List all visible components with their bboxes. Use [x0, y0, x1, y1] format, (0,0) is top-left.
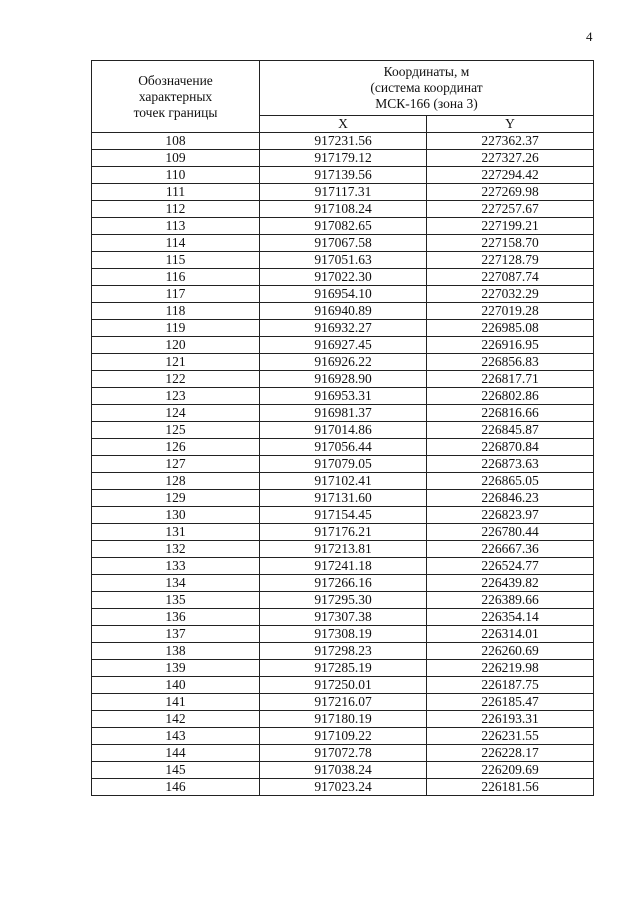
point-cell: 132	[92, 541, 260, 558]
x-coordinate-cell: 917298.23	[260, 643, 427, 660]
y-coordinate-cell: 227269.98	[427, 184, 594, 201]
table-row	[92, 507, 594, 524]
point-cell: 128	[92, 473, 260, 490]
table-row	[92, 694, 594, 711]
table-row	[92, 745, 594, 762]
y-coordinate-cell: 226856.83	[427, 354, 594, 371]
y-coordinate-cell: 226228.17	[427, 745, 594, 762]
table-row	[92, 558, 594, 575]
point-cell: 113	[92, 218, 260, 235]
x-coordinate-cell: 917250.01	[260, 677, 427, 694]
table-row	[92, 133, 594, 150]
table-row	[92, 320, 594, 337]
point-cell: 115	[92, 252, 260, 269]
y-coordinate-cell: 226389.66	[427, 592, 594, 609]
point-cell: 129	[92, 490, 260, 507]
x-coordinate-cell: 917023.24	[260, 779, 427, 796]
point-cell: 136	[92, 609, 260, 626]
table-row	[92, 575, 594, 592]
y-coordinate-cell: 226823.97	[427, 507, 594, 524]
point-cell: 120	[92, 337, 260, 354]
table-row	[92, 762, 594, 779]
y-coordinate-cell: 226816.66	[427, 405, 594, 422]
point-cell: 145	[92, 762, 260, 779]
point-cell: 123	[92, 388, 260, 405]
y-column-header: Y	[427, 116, 594, 133]
point-cell: 130	[92, 507, 260, 524]
point-cell: 114	[92, 235, 260, 252]
y-coordinate-cell: 226260.69	[427, 643, 594, 660]
point-cell: 141	[92, 694, 260, 711]
point-cell: 109	[92, 150, 260, 167]
point-cell: 127	[92, 456, 260, 473]
table-row	[92, 711, 594, 728]
y-coordinate-cell: 227087.74	[427, 269, 594, 286]
x-coordinate-cell: 917285.19	[260, 660, 427, 677]
point-cell: 118	[92, 303, 260, 320]
point-cell: 111	[92, 184, 260, 201]
table-row	[92, 643, 594, 660]
point-header-line: характерных	[138, 88, 213, 104]
x-coordinate-cell: 917079.05	[260, 456, 427, 473]
table-row	[92, 439, 594, 456]
x-coordinate-cell: 916981.37	[260, 405, 427, 422]
point-cell: 143	[92, 728, 260, 745]
y-coordinate-cell: 226865.05	[427, 473, 594, 490]
table-row	[92, 150, 594, 167]
point-cell: 119	[92, 320, 260, 337]
table-row	[92, 456, 594, 473]
x-coordinate-cell: 917308.19	[260, 626, 427, 643]
y-coordinate-cell: 226780.44	[427, 524, 594, 541]
table-row	[92, 677, 594, 694]
point-cell: 142	[92, 711, 260, 728]
x-coordinate-cell: 917307.38	[260, 609, 427, 626]
point-cell: 108	[92, 133, 260, 150]
x-coordinate-cell: 917056.44	[260, 439, 427, 456]
table-row	[92, 405, 594, 422]
x-coordinate-cell: 917179.12	[260, 150, 427, 167]
table-row	[92, 473, 594, 490]
table-row	[92, 337, 594, 354]
table-row	[92, 422, 594, 439]
table-row	[92, 235, 594, 252]
x-coordinate-cell: 917022.30	[260, 269, 427, 286]
y-coordinate-cell: 226916.95	[427, 337, 594, 354]
table-row	[92, 286, 594, 303]
x-coordinate-cell: 916954.10	[260, 286, 427, 303]
x-coordinate-cell: 917180.19	[260, 711, 427, 728]
y-coordinate-cell: 226187.75	[427, 677, 594, 694]
coords-header-line: МСК-166 (зона 3)	[375, 96, 478, 111]
x-coordinate-cell: 917067.58	[260, 235, 427, 252]
x-coordinate-cell: 917038.24	[260, 762, 427, 779]
x-coordinate-cell: 917102.41	[260, 473, 427, 490]
table-row	[92, 779, 594, 796]
table-row	[92, 609, 594, 626]
table-row	[92, 371, 594, 388]
coordinates-column-header	[260, 61, 594, 116]
x-coordinate-cell: 916932.27	[260, 320, 427, 337]
x-column-header: X	[260, 116, 427, 133]
y-coordinate-cell: 226870.84	[427, 439, 594, 456]
point-header-line: Обозначение	[138, 72, 213, 88]
x-coordinate-cell: 917072.78	[260, 745, 427, 762]
table-row	[92, 269, 594, 286]
y-coordinate-cell: 227327.26	[427, 150, 594, 167]
table-row	[92, 252, 594, 269]
y-coordinate-cell: 226985.08	[427, 320, 594, 337]
x-coordinate-cell: 917213.81	[260, 541, 427, 558]
x-coordinate-cell: 917231.56	[260, 133, 427, 150]
x-coordinate-cell: 917131.60	[260, 490, 427, 507]
x-coordinate-cell: 917117.31	[260, 184, 427, 201]
x-coordinate-cell: 917241.18	[260, 558, 427, 575]
table-row	[92, 728, 594, 745]
point-cell: 121	[92, 354, 260, 371]
table-row	[92, 303, 594, 320]
table-row	[92, 592, 594, 609]
x-coordinate-cell: 916926.22	[260, 354, 427, 371]
point-cell: 139	[92, 660, 260, 677]
coords-header-line: (система координат	[370, 80, 483, 95]
y-coordinate-cell: 226667.36	[427, 541, 594, 558]
point-cell: 138	[92, 643, 260, 660]
y-coordinate-cell: 227128.79	[427, 252, 594, 269]
x-coordinate-cell: 917109.22	[260, 728, 427, 745]
table-body	[92, 133, 594, 796]
x-coordinate-cell: 917216.07	[260, 694, 427, 711]
point-cell: 116	[92, 269, 260, 286]
table-row	[92, 626, 594, 643]
point-cell: 137	[92, 626, 260, 643]
point-cell: 112	[92, 201, 260, 218]
y-coordinate-cell: 226209.69	[427, 762, 594, 779]
y-coordinate-cell: 226219.98	[427, 660, 594, 677]
point-cell: 135	[92, 592, 260, 609]
x-coordinate-cell: 917154.45	[260, 507, 427, 524]
point-cell: 122	[92, 371, 260, 388]
point-cell: 140	[92, 677, 260, 694]
y-coordinate-cell: 226181.56	[427, 779, 594, 796]
point-cell: 134	[92, 575, 260, 592]
y-coordinate-cell: 226873.63	[427, 456, 594, 473]
y-coordinate-cell: 226845.87	[427, 422, 594, 439]
point-cell: 146	[92, 779, 260, 796]
y-coordinate-cell: 226185.47	[427, 694, 594, 711]
table-row	[92, 218, 594, 235]
y-coordinate-cell: 227019.28	[427, 303, 594, 320]
table-row	[92, 541, 594, 558]
y-coordinate-cell: 227199.21	[427, 218, 594, 235]
page-number: 4	[586, 29, 593, 44]
y-coordinate-cell: 227362.37	[427, 133, 594, 150]
y-coordinate-cell: 226231.55	[427, 728, 594, 745]
table-row	[92, 524, 594, 541]
x-coordinate-cell: 917082.65	[260, 218, 427, 235]
table-row	[92, 184, 594, 201]
coords-header-line: Координаты, м	[383, 64, 470, 79]
x-coordinate-cell: 916940.89	[260, 303, 427, 320]
point-cell: 124	[92, 405, 260, 422]
point-header-line: точек границы	[133, 104, 218, 120]
point-cell: 110	[92, 167, 260, 184]
point-cell: 144	[92, 745, 260, 762]
y-coordinate-cell: 227158.70	[427, 235, 594, 252]
x-coordinate-cell: 917295.30	[260, 592, 427, 609]
y-coordinate-cell: 226193.31	[427, 711, 594, 728]
x-coordinate-cell: 917266.16	[260, 575, 427, 592]
y-coordinate-cell: 226314.01	[427, 626, 594, 643]
coordinates-table	[91, 60, 594, 796]
table-row	[92, 660, 594, 677]
table-row	[92, 167, 594, 184]
y-coordinate-cell: 226846.23	[427, 490, 594, 507]
table-row	[92, 201, 594, 218]
x-coordinate-cell: 916928.90	[260, 371, 427, 388]
y-coordinate-cell: 226817.71	[427, 371, 594, 388]
table-row	[92, 388, 594, 405]
y-coordinate-cell: 226354.14	[427, 609, 594, 626]
y-coordinate-cell: 227032.29	[427, 286, 594, 303]
x-coordinate-cell: 916927.45	[260, 337, 427, 354]
point-cell: 131	[92, 524, 260, 541]
y-coordinate-cell: 227294.42	[427, 167, 594, 184]
x-coordinate-cell: 917051.63	[260, 252, 427, 269]
x-coordinate-cell: 917176.21	[260, 524, 427, 541]
table-row	[92, 354, 594, 371]
point-column-header	[92, 61, 260, 133]
y-coordinate-cell: 227257.67	[427, 201, 594, 218]
x-coordinate-cell: 917014.86	[260, 422, 427, 439]
point-cell: 133	[92, 558, 260, 575]
y-coordinate-cell: 226802.86	[427, 388, 594, 405]
y-coordinate-cell: 226439.82	[427, 575, 594, 592]
point-cell: 125	[92, 422, 260, 439]
x-coordinate-cell: 916953.31	[260, 388, 427, 405]
point-cell: 117	[92, 286, 260, 303]
y-coordinate-cell: 226524.77	[427, 558, 594, 575]
x-coordinate-cell: 917139.56	[260, 167, 427, 184]
x-coordinate-cell: 917108.24	[260, 201, 427, 218]
point-cell: 126	[92, 439, 260, 456]
table-row	[92, 490, 594, 507]
